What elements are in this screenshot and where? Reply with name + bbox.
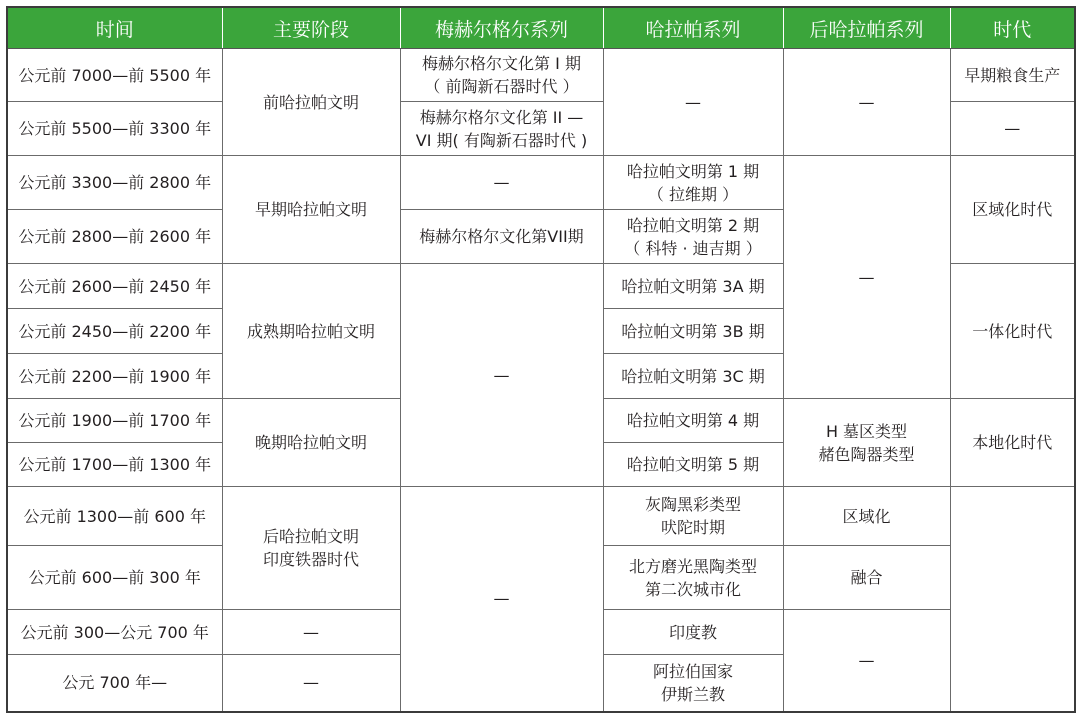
ochre-pottery-type: 赭色陶器类型 [818, 444, 915, 464]
header-mehrgarh: 梅赫尔格尔系列 [400, 7, 603, 49]
era-fusion: 融合 [783, 546, 950, 610]
table-row [7, 487, 1075, 546]
arab-states: 阿拉伯国家 [652, 661, 733, 681]
harappa-period-4: 哈拉帕文明第 4 期 [603, 399, 783, 443]
post-harappa-cell-empty: — [783, 156, 950, 399]
grey-ware-type: 灰陶黑彩类型 [644, 495, 741, 514]
header-time: 时间 [7, 7, 222, 49]
time-cell: 公元前 300—公元 700 年 [7, 610, 222, 655]
harappa-period-2 [603, 210, 783, 264]
vedic-period: 吠陀时期 [660, 518, 725, 537]
nbpw-type: 北方磨光黑陶类型 [628, 556, 757, 576]
era-regional: 区域化 [783, 487, 950, 546]
second-urbanization: 第二次城市化 [644, 579, 741, 599]
header-post-harappa: 后哈拉帕系列 [783, 7, 950, 49]
cemetery-h-type: H 墓区类型 [825, 421, 908, 441]
harappa-cell-empty: — [603, 49, 783, 156]
harappa-period-1-note: （ 拉维期 ） [647, 184, 739, 204]
mehrgarh-period-2-6-note: VI 期( 有陶新石器时代 ) [415, 130, 588, 150]
mehrgarh-period-2-6-name: 梅赫尔格尔文化第 II — [419, 107, 584, 127]
time-cell: 公元前 2600—前 2450 年 [7, 264, 222, 309]
mehrgarh-cell-empty: — [400, 156, 603, 210]
era-cell-empty: — [783, 610, 950, 712]
table-row [7, 49, 1075, 102]
header-harappa: 哈拉帕系列 [603, 7, 783, 49]
islam: 伊斯兰教 [660, 684, 725, 704]
harappa-period-2-name: 哈拉帕文明第 2 期 [626, 215, 760, 235]
era-regionalization: 区域化时代 [950, 156, 1075, 264]
table-row [7, 156, 1075, 210]
time-cell: 公元前 2450—前 2200 年 [7, 309, 222, 354]
header-era: 时代 [950, 7, 1075, 49]
harappa-period-2-note: （ 科特 · 迪吉期 ） [624, 238, 762, 258]
header-stage: 主要阶段 [222, 7, 400, 49]
time-cell: 公元前 2200—前 1900 年 [7, 354, 222, 399]
chronology-table [6, 6, 1076, 713]
post-harappa-hinduism: 印度教 [603, 610, 783, 655]
harappa-period-1 [603, 156, 783, 210]
stage-post-harappan [222, 487, 400, 610]
stage-late-harappan: 晚期哈拉帕文明 [222, 399, 400, 487]
era-integration: 一体化时代 [950, 264, 1075, 399]
time-cell: 公元前 600—前 300 年 [7, 546, 222, 610]
time-cell: 公元 700 年— [7, 655, 222, 712]
time-cell: 公元前 7000—前 5500 年 [7, 49, 222, 102]
mehrgarh-period-1 [400, 49, 603, 102]
mehrgarh-period-1-name: 梅赫尔格尔文化第 I 期 [422, 54, 581, 73]
mehrgarh-period-7: 梅赫尔格尔文化第VII期 [400, 210, 603, 264]
era-cell-empty: — [950, 102, 1075, 156]
stage-cell-empty: — [222, 610, 400, 655]
harappa-period-1-name: 哈拉帕文明第 1 期 [626, 161, 760, 181]
time-cell: 公元前 5500—前 3300 年 [7, 102, 222, 156]
post-harappa-cemetery-h [783, 399, 950, 487]
harappa-period-3b: 哈拉帕文明第 3B 期 [603, 309, 783, 354]
stage-pre-harappan: 前哈拉帕文明 [222, 49, 400, 156]
time-cell: 公元前 1300—前 600 年 [7, 487, 222, 546]
stage-mature-harappan: 成熟期哈拉帕文明 [222, 264, 400, 399]
time-cell: 公元前 3300—前 2800 年 [7, 156, 222, 210]
post-harappa-nbpw [603, 546, 783, 610]
mehrgarh-period-1-note: （ 前陶新石器时代 ） [424, 77, 579, 96]
stage-post-harappan-name: 后哈拉帕文明 [262, 527, 359, 546]
stage-cell-empty: — [222, 655, 400, 712]
post-harappa-cell-empty: — [783, 49, 950, 156]
time-cell: 公元前 2800—前 2600 年 [7, 210, 222, 264]
mehrgarh-period-2-6 [400, 102, 603, 156]
mehrgarh-cell-empty: — [400, 264, 603, 487]
harappa-period-3c: 哈拉帕文明第 3C 期 [603, 354, 783, 399]
harappa-period-5: 哈拉帕文明第 5 期 [603, 443, 783, 487]
time-cell: 公元前 1900—前 1700 年 [7, 399, 222, 443]
harappa-period-3a: 哈拉帕文明第 3A 期 [603, 264, 783, 309]
stage-early-harappan: 早期哈拉帕文明 [222, 156, 400, 264]
stage-iron-age-name: 印度铁器时代 [262, 550, 359, 569]
era-localization: 本地化时代 [950, 399, 1075, 487]
era-early-food: 早期粮食生产 [950, 49, 1075, 102]
harappa-cell-empty: — [400, 487, 603, 712]
post-harappa-grey-ware [603, 487, 783, 546]
post-harappa-arab-islam [603, 655, 783, 712]
time-cell: 公元前 1700—前 1300 年 [7, 443, 222, 487]
header-row [7, 7, 1075, 49]
